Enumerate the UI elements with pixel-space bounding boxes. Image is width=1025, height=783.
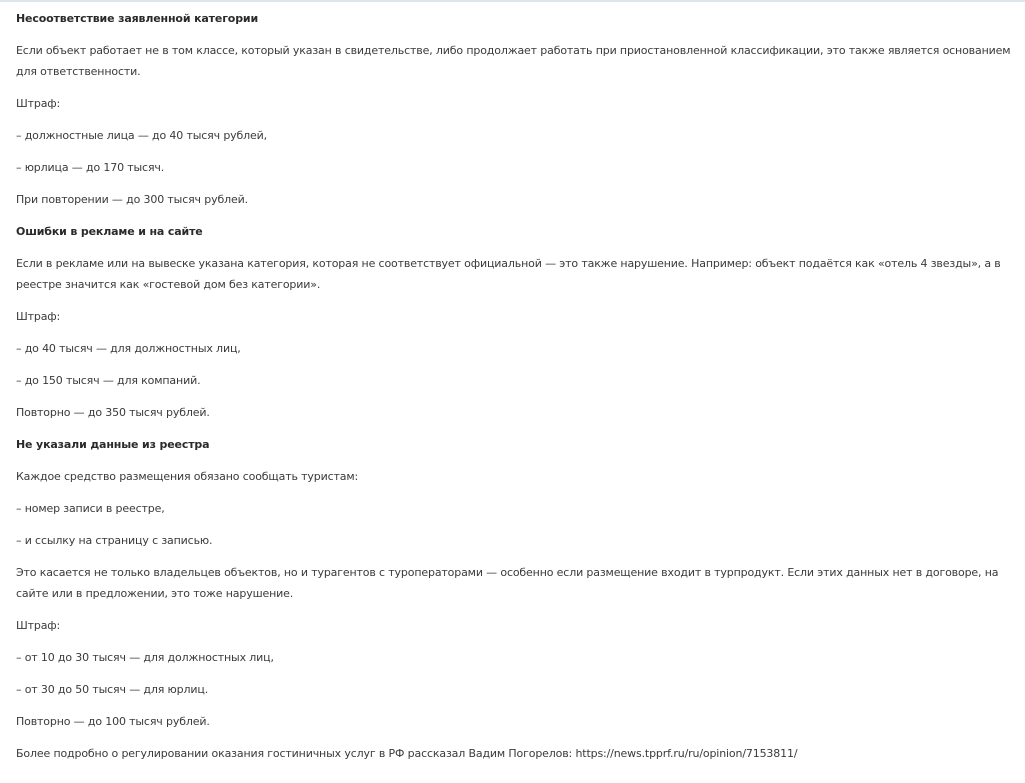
repeat-fine: Повторно — до 350 тысяч рублей.	[16, 406, 210, 419]
repeat-fine: При повторении — до 300 тысяч рублей.	[16, 193, 248, 206]
footer-paragraph	[16, 743, 1011, 764]
section-heading-registry: Не указали данные из реестра	[16, 438, 210, 451]
fine-item: – от 10 до 30 тысяч — для должностных лиц,	[16, 651, 274, 664]
repeat-fine: Повторно — до 100 тысяч рублей.	[16, 715, 210, 728]
fine-label: Штраф:	[16, 310, 61, 323]
fine-item: – до 40 тысяч — для должностных лиц,	[16, 342, 241, 355]
top-divider	[0, 0, 1025, 2]
section-intro: Если в рекламе или на вывеске указана категория, которая не соответствует официальной — это также нарушение. Например: объект подаётся как «отель 4 звезды», а в реестре значится как «гостевой дом без категории».	[16, 257, 1001, 291]
fine-label: Штраф:	[16, 97, 61, 110]
fine-item: – должностные лица — до 40 тысяч рублей,	[16, 129, 267, 142]
fine-item: – от 30 до 50 тысяч — для юрлиц.	[16, 683, 209, 696]
footer-text: Более подробно о регулировании оказания гостиничных услуг в РФ рассказал Вадим Погорелов:	[16, 747, 576, 760]
fine-item: – до 150 тысяч — для компаний.	[16, 374, 201, 387]
list-item: – номер записи в реестре,	[16, 502, 165, 515]
section-heading-category: Несоответствие заявленной категории	[16, 12, 259, 25]
section-note: Это касается не только владельцев объектов, но и турагентов с туроператорами — особенно если размещение входит в турпродукт. Если этих данных нет в договоре, на сайте или в предложении, это тоже нарушение.	[16, 566, 999, 600]
section-intro: Каждое средство размещения обязано сообщать туристам:	[16, 470, 359, 483]
fine-item: – юрлица — до 170 тысяч.	[16, 161, 165, 174]
source-link[interactable]: https://news.tpprf.ru/ru/opinion/7153811/	[575, 747, 798, 760]
section-heading-advertising: Ошибки в рекламе и на сайте	[16, 225, 203, 238]
list-item: – и ссылку на страницу с записью.	[16, 534, 213, 547]
section-intro: Если объект работает не в том классе, который указан в свидетельстве, либо продолжает работать при приостановленной классификации, это также является основанием для ответственности.	[16, 44, 1011, 78]
article-body	[16, 8, 1011, 775]
fine-label: Штраф:	[16, 619, 61, 632]
